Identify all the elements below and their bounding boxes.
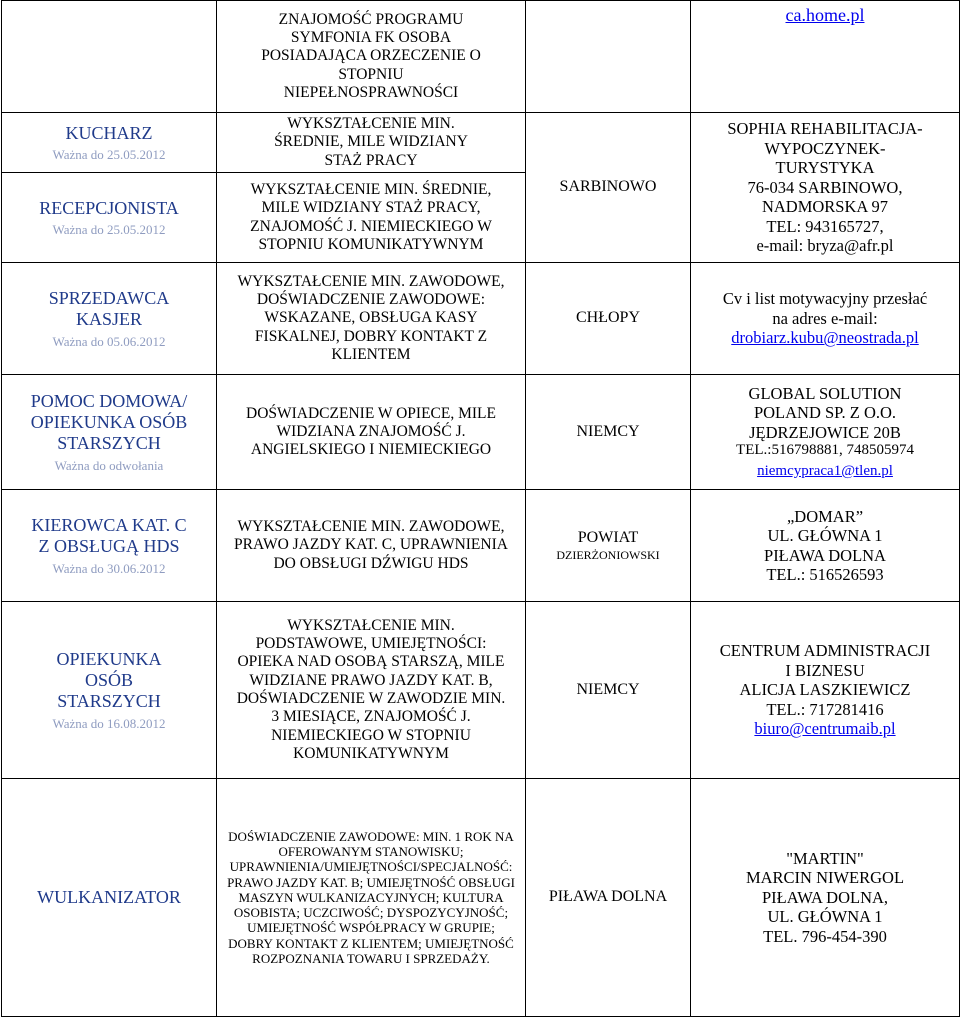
table-row	[2, 263, 960, 375]
location-cell-empty	[526, 1, 691, 113]
location-cell	[526, 602, 691, 779]
contact-email-link[interactable]: drobiarz.kubu@neostrada.pl	[731, 328, 919, 348]
contact-cell	[691, 602, 960, 779]
requirements-cell	[217, 263, 526, 375]
position-cell	[2, 779, 217, 1017]
contact-email-link[interactable]: niemcypraca1@tlen.pl	[757, 462, 893, 479]
requirements-cell	[217, 602, 526, 779]
contact-line: „DOMAR”	[786, 506, 864, 526]
validity-date: Ważna do 25.05.2012	[52, 221, 166, 237]
contact-line: UL. GŁÓWNA 1	[767, 526, 883, 546]
table-row	[2, 113, 960, 173]
contact-line: TEL: 943165727,	[766, 216, 884, 236]
job-offers-table	[1, 0, 960, 1017]
contact-cell	[691, 490, 960, 602]
validity-date: Ważna do 25.05.2012	[52, 146, 166, 162]
contact-email-link[interactable]: biuro@centrumaib.pl	[754, 719, 896, 739]
contact-line: TURYSTYKA	[775, 158, 875, 178]
contact-line: JĘDRZEJOWICE 20B	[749, 422, 901, 442]
requirements-cell	[217, 375, 526, 490]
contact-line: 76-034 SARBINOWO,	[747, 177, 903, 197]
requirements-cell	[217, 779, 526, 1017]
location-text: NIEMCY	[576, 422, 640, 440]
contact-line: PIŁAWA DOLNA,	[761, 887, 889, 907]
requirements-cell	[217, 173, 526, 263]
contact-line: CENTRUM ADMINISTRACJI	[719, 641, 931, 661]
validity-date: Ważna do 16.08.2012	[52, 715, 166, 731]
position-title: OPIEKUNKA OSÓB STARSZYCH	[56, 648, 162, 712]
contact-line: "MARTIN"	[786, 848, 864, 868]
location-cell	[526, 113, 691, 263]
table-row	[2, 490, 960, 602]
location-text: NIEMCY	[576, 680, 640, 698]
location-cell	[526, 263, 691, 375]
position-cell	[2, 490, 217, 602]
position-title: KUCHARZ	[65, 122, 153, 143]
table-row	[2, 779, 960, 1017]
contact-line: POLAND SP. Z O.O.	[753, 403, 897, 423]
contact-line: TEL.: 717281416	[766, 699, 884, 719]
contact-line: PIŁAWA DOLNA	[764, 545, 886, 565]
contact-cell	[691, 113, 960, 263]
location-text: POWIAT	[577, 528, 639, 546]
contact-line: ALICJA LASZKIEWICZ	[739, 680, 911, 700]
contact-line: Cv i list motywacyjny przesłać	[722, 289, 928, 309]
location-text: PIŁAWA DOLNA	[548, 888, 668, 906]
position-cell-empty	[2, 1, 217, 113]
table-row	[2, 1, 960, 113]
validity-date: Ważna do odwołania	[54, 457, 164, 473]
position-title: WULKANIZATOR	[37, 886, 181, 907]
position-cell	[2, 602, 217, 779]
requirements-text: WYKSZTAŁCENIE MIN. ŚREDNIE, MILE WIDZIANY STAŻ PRACY, ZNAJOMOŚĆ J. NIEMIECKIEGO W STOPNIU KOMUNIKATYWNYM	[250, 180, 492, 253]
position-cell	[2, 263, 217, 375]
requirements-text: WYKSZTAŁCENIE MIN. ŚREDNIE, MILE WIDZIANY STAŻ PRACY	[274, 115, 468, 169]
requirements-cell	[217, 113, 526, 173]
position-title: KIEROWCA KAT. C Z OBSŁUGĄ HDS	[31, 515, 187, 557]
requirements-text: WYKSZTAŁCENIE MIN. PODSTAWOWE, UMIEJĘTNOŚCI: OPIEKA NAD OSOBĄ STARSZĄ, MILE WIDZIANE PRAWO JAZDY KAT. B, DOŚWIADCZENIE W ZAWODZIE MIN. 3 MIESIĄCE, ZNAJOMOŚĆ J. NIEMIECKIEGO W STOPNIU KOMUNIKATYWNYM	[236, 616, 506, 762]
contact-line: I BIZNESU	[785, 660, 865, 680]
contact-line: TEL. 796-454-390	[763, 926, 887, 946]
position-title: RECEPCJONISTA	[39, 197, 179, 218]
contact-line: UL. GŁÓWNA 1	[767, 907, 883, 927]
requirements-text: WYKSZTAŁCENIE MIN. ZAWODOWE, PRAWO JAZDY KAT. C, UPRAWNIENIA DO OBSŁUGI DŹWIGU HDS	[234, 518, 508, 572]
contact-cell	[691, 779, 960, 1017]
contact-cell	[691, 263, 960, 375]
requirements-cell	[217, 490, 526, 602]
table-row	[2, 602, 960, 779]
position-cell	[2, 173, 217, 263]
contact-line: MARCIN NIWERGOL	[745, 868, 905, 888]
contact-line: NADMORSKA 97	[761, 197, 889, 217]
position-cell	[2, 375, 217, 490]
contact-line: GLOBAL SOLUTION	[748, 383, 902, 403]
requirements-cell	[217, 1, 526, 113]
position-title: POMOC DOMOWA/ OPIEKUNKA OSÓB STARSZYCH	[30, 390, 188, 454]
contact-line: e-mail: bryza@afr.pl	[756, 236, 894, 256]
location-cell	[526, 375, 691, 490]
validity-date: Ważna do 05.06.2012	[52, 333, 166, 349]
table-row	[2, 375, 960, 490]
contact-line: WYPOCZYNEK-	[764, 138, 886, 158]
location-subtext: DZIERŻONIOWSKI	[556, 547, 660, 562]
location-text: SARBINOWO	[559, 178, 657, 196]
requirements-text: ZNAJOMOŚĆ PROGRAMU SYMFONIA FK OSOBA POSIADAJĄCA ORZECZENIE O STOPNIU NIEPEŁNOSPRAWNOŚCI	[261, 10, 481, 101]
position-cell	[2, 113, 217, 173]
contact-line: TEL.:516798881, 748505974	[736, 442, 914, 459]
contact-link[interactable]: ca.home.pl	[785, 5, 865, 25]
contact-cell	[691, 375, 960, 490]
location-cell	[526, 490, 691, 602]
validity-date: Ważna do 30.06.2012	[52, 560, 166, 576]
requirements-text: WYKSZTAŁCENIE MIN. ZAWODOWE, DOŚWIADCZENIE ZAWODOWE: WSKAZANE, OBSŁUGA KASY FISKALNEJ, DOBRY KONTAKT Z KLIENTEM	[237, 272, 505, 363]
location-text: CHŁOPY	[575, 309, 640, 327]
requirements-text: DOŚWIADCZENIE W OPIECE, MILE WIDZIANA ZNAJOMOŚĆ J. ANGIELSKIEGO I NIEMIECKIEGO	[246, 404, 496, 459]
requirements-text: DOŚWIADCZENIE ZAWODOWE: MIN. 1 ROK NA OFEROWANYM STANOWISKU; UPRAWNIENIA/UMIEJĘTNOŚCI/SPECJALNOŚĆ: PRAWO JAZDY KAT. B; UMIEJĘTNOŚĆ OBSŁUGI MASZYN WULKANIZACYJNYCH; KULTURA OSOBISTA; UCZCIWOŚĆ; DYSPOZYCYJNOŚĆ; UMIEJĘTNOŚĆ WSPÓŁPRACY W GRUPIE; DOBRY KONTAKT Z KLIENTEM; UMIEJĘTNOŚĆ ROZPOZNANIA TOWARU I SPRZEDAŻY.	[227, 828, 515, 967]
contact-cell	[691, 1, 960, 113]
contact-line: SOPHIA REHABILITACJA-	[727, 119, 923, 139]
contact-line: TEL.: 516526593	[766, 564, 884, 584]
location-cell	[526, 779, 691, 1017]
contact-line: na adres e-mail:	[772, 308, 878, 328]
position-title: SPRZEDAWCA KASJER	[48, 288, 170, 330]
